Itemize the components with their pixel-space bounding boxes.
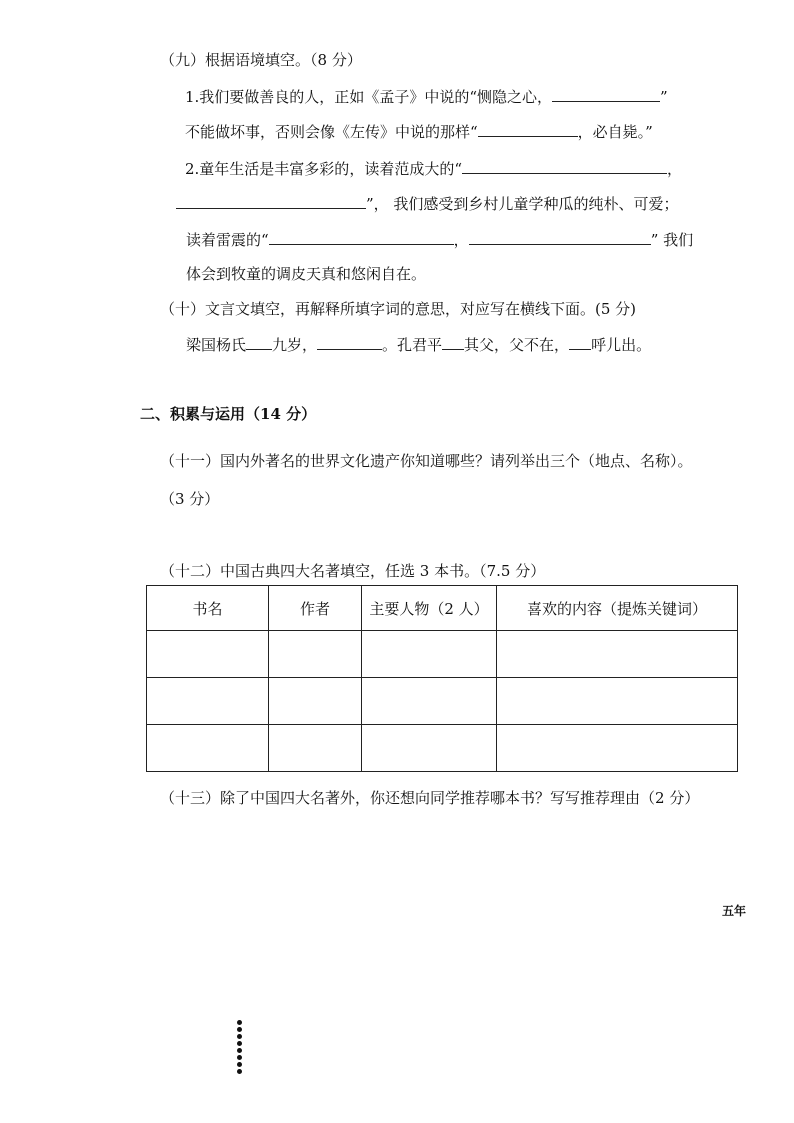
table-row xyxy=(147,631,738,678)
binding-dot xyxy=(237,1027,242,1032)
q9-line-1-text: 1.我们要做善良的人，正如《孟子》中说的“恻隐之心， xyxy=(185,88,552,106)
q9-blank-2[interactable] xyxy=(478,120,578,137)
table-header-row xyxy=(147,586,738,631)
q9-line-4-text: ”， 我们感受到乡村儿童学种瓜的纯朴、可爱； xyxy=(366,195,679,213)
table-cell[interactable] xyxy=(269,631,362,678)
q12-title: （十二）中国古典四大名著填空，任选 3 本书。（7.5 分） xyxy=(160,562,546,580)
q10-text-a: 梁国杨氏 xyxy=(186,336,247,354)
binding-dot xyxy=(237,1041,242,1046)
page-mark: 五年 xyxy=(722,904,747,918)
q9-line-2-end: ，必自毙。” xyxy=(577,123,653,141)
table-cell[interactable] xyxy=(147,725,269,772)
q9-line-2-text: 不能做坏事，否则会像《左传》中说的那样“ xyxy=(185,123,478,141)
q10-text-e: 呼儿出。 xyxy=(591,336,652,354)
q9-line-3-end: ， xyxy=(666,160,682,178)
q9-line-3 xyxy=(185,157,682,180)
table-cell[interactable] xyxy=(147,678,269,725)
table-cell[interactable] xyxy=(497,631,738,678)
q10-blank-2[interactable] xyxy=(317,333,382,350)
header-favorite-content: 喜欢的内容（提炼关键词） xyxy=(497,586,738,631)
binding-dot xyxy=(237,1048,242,1053)
q10-title: （十）文言文填空，再解释所填字词的意思，对应写在横线下面。(5 分) xyxy=(160,300,637,318)
q11-score: （3 分） xyxy=(160,490,220,508)
q10-blank-1[interactable] xyxy=(246,333,272,350)
q9-blank-6[interactable] xyxy=(469,228,651,245)
q10-blank-3[interactable] xyxy=(442,333,464,350)
q9-blank-4[interactable] xyxy=(176,192,366,209)
q9-line-5-mid: ， xyxy=(453,231,469,249)
q9-line-3-text: 2.童年生活是丰富多彩的，读着范成大的“ xyxy=(185,160,462,178)
q9-line-5-end: ” 我们 xyxy=(650,231,694,249)
table-cell[interactable] xyxy=(497,725,738,772)
table-cell[interactable] xyxy=(362,631,497,678)
q9-line-5 xyxy=(186,228,693,251)
q9-line-4 xyxy=(176,192,678,215)
table-row xyxy=(147,678,738,725)
binding-dot xyxy=(237,1020,242,1025)
q9-line-1-end: ” xyxy=(659,88,668,106)
q9-line-5-text: 读着雷震的“ xyxy=(186,231,269,249)
q9-line-2 xyxy=(185,120,653,143)
binding-dot xyxy=(237,1062,242,1067)
q10-text-c: 。孔君平 xyxy=(382,336,443,354)
binding-dots xyxy=(237,1020,243,1076)
q9-line-1 xyxy=(185,85,668,108)
table-cell[interactable] xyxy=(362,725,497,772)
table-cell[interactable] xyxy=(362,678,497,725)
books-table xyxy=(146,585,738,772)
table-row xyxy=(147,725,738,772)
q10-text-d: 其父，父不在， xyxy=(464,336,570,354)
table-cell[interactable] xyxy=(269,678,362,725)
header-main-characters: 主要人物（2 人） xyxy=(362,586,497,631)
table-cell[interactable] xyxy=(147,631,269,678)
q13-title: （十三）除了中国四大名著外，你还想向同学推荐哪本书？写写推荐理由（2 分） xyxy=(160,789,700,807)
header-book-name: 书名 xyxy=(147,586,269,631)
q9-blank-1[interactable] xyxy=(552,85,660,102)
q9-blank-5[interactable] xyxy=(269,228,454,245)
q11-title: （十一）国内外著名的世界文化遗产你知道哪些？请列举出三个（地点、名称）。 xyxy=(160,452,693,470)
table-cell[interactable] xyxy=(497,678,738,725)
table-cell[interactable] xyxy=(269,725,362,772)
binding-dot xyxy=(237,1034,242,1039)
section-2-heading: 二、积累与运用（14 分） xyxy=(140,405,317,423)
binding-dot xyxy=(237,1069,242,1074)
q10-blank-4[interactable] xyxy=(569,333,591,350)
q9-title: （九）根据语境填空。（8 分） xyxy=(160,51,362,69)
q9-blank-3[interactable] xyxy=(462,157,667,174)
q9-line-6: 体会到牧童的调皮天真和悠闲自在。 xyxy=(186,265,427,283)
q10-line xyxy=(186,333,651,356)
binding-dot xyxy=(237,1055,242,1060)
q10-text-b: 九岁， xyxy=(272,336,318,354)
header-author: 作者 xyxy=(269,586,362,631)
